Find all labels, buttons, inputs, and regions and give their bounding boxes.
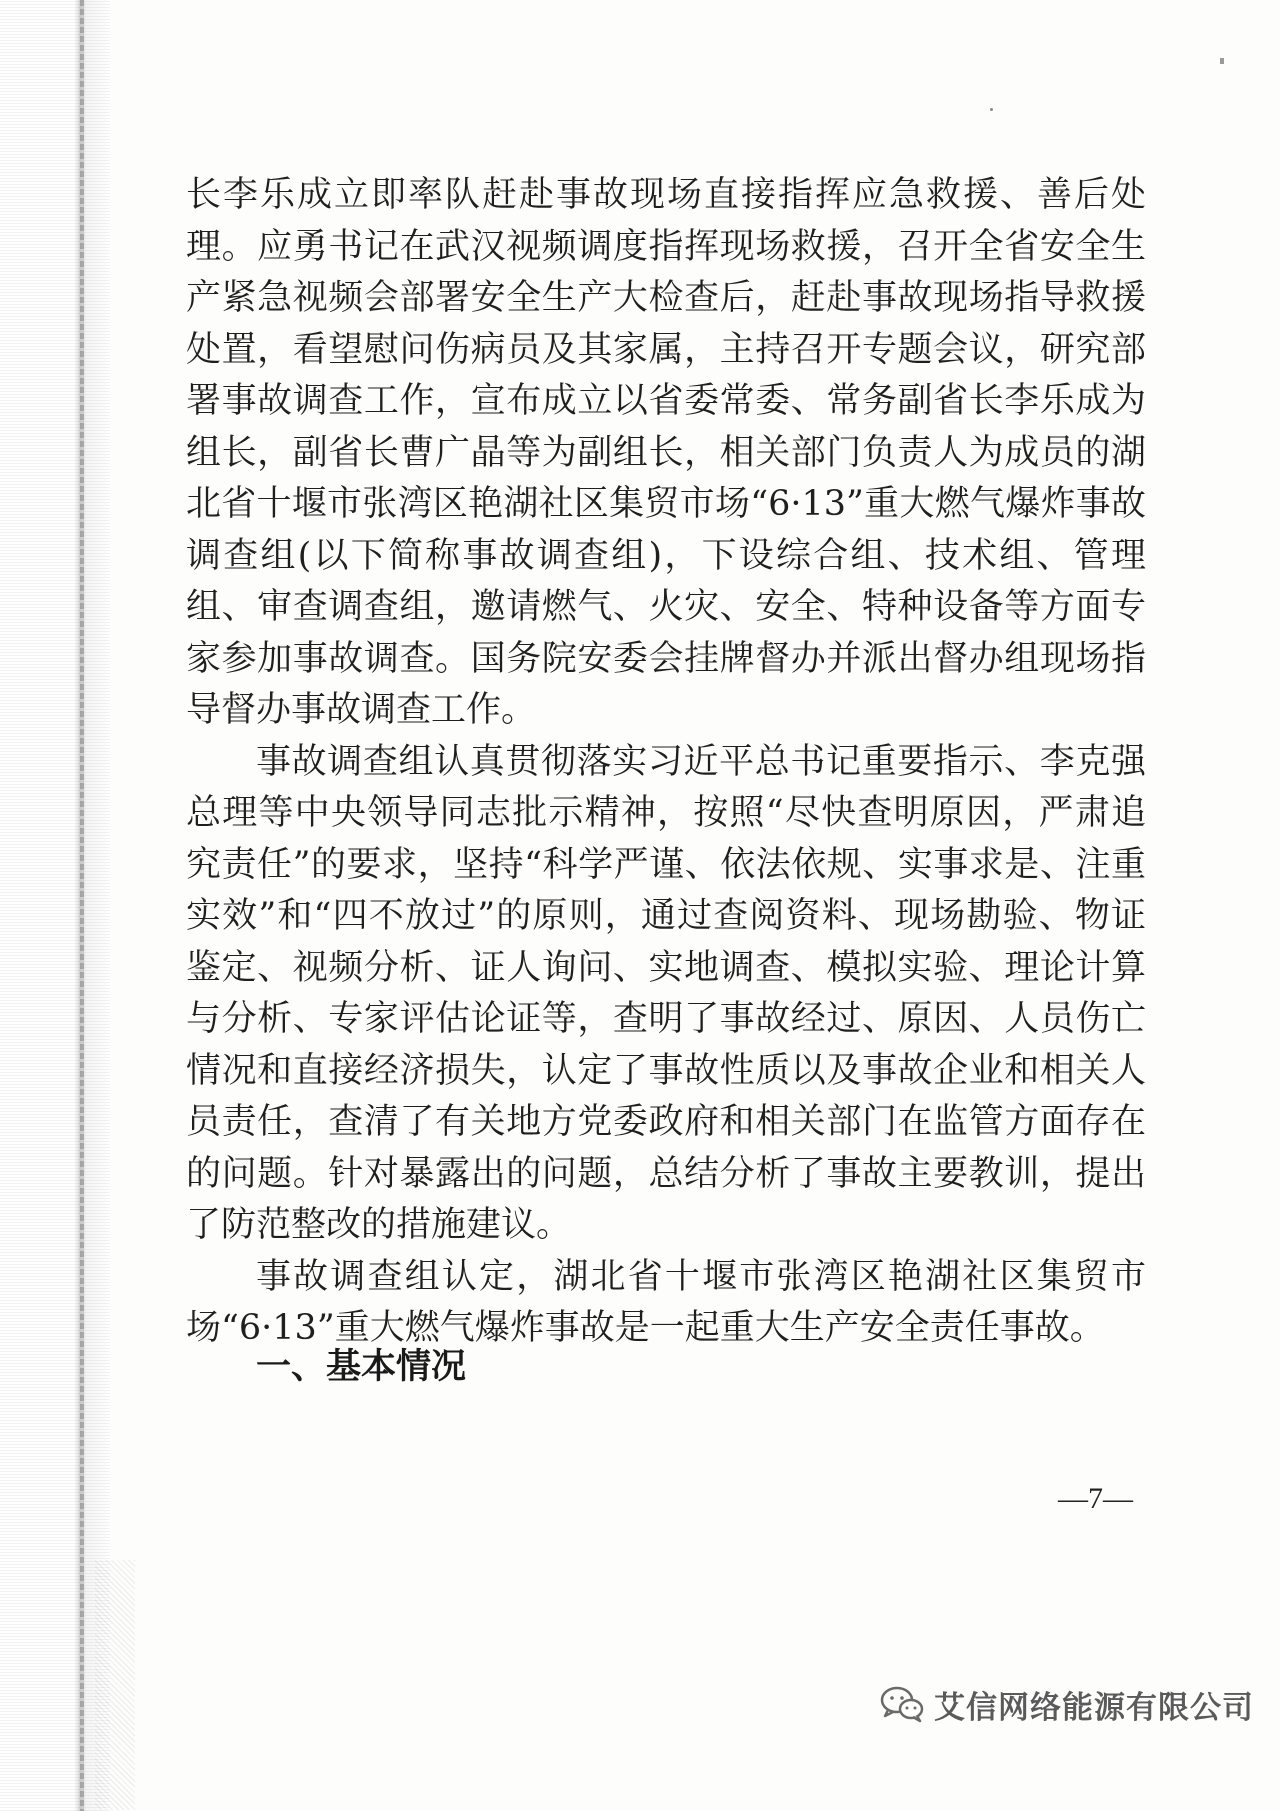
section-heading: 一、基本情况	[256, 1347, 467, 1387]
scan-mark	[1220, 58, 1224, 64]
page-number: —7—	[1058, 1482, 1133, 1515]
watermark-text: 艾信网络能源有限公司	[934, 1689, 1254, 1726]
watermark	[880, 1682, 1254, 1726]
paragraph-2: 事故调查组认真贯彻落实习近平总书记重要指示、李克强总理等中央领导同志批示精神，按照“尽快查明原因，严肃追究责任”的要求，坚持“科学严谨、依法依规、实事求是、注重实效”和“四不放过”的原则，通过查阅资料、现场勘验、物证鉴定、视频分析、证人询问、实地调查、模拟实验、理论计算与分析、专家评估论证等，查明了事故经过、原因、人员伤亡情况和直接经济损失，认定了事故性质以及事故企业和相关人员责任，查清了有关地方党委政府和相关部门在监管方面存在的问题。针对暴露出的问题，总结分析了事故主要教训，提出了防范整改的措施建议。	[186, 741, 1146, 1245]
scan-noise	[95, 1560, 135, 1810]
scan-speck	[990, 108, 993, 111]
paragraph-1: 长李乐成立即率队赶赴事故现场直接指挥应急救援、善后处理。应勇书记在武汉视频调度指挥现场救援，召开全省安全生产紧急视频会部署安全生产大检查后，赶赴事故现场指导救援处置，看望慰问伤病员及其家属，主持召开专题会议，研究部署事故调查工作，宣布成立以省委常委、常务副省长李乐成为组长，副省长曹广晶等为副组长，相关部门负责人为成员的湖北省十堰市张湾区艳湖社区集贸市场“6·13”重大燃气爆炸事故调查组(以下简称事故调查组)，下设综合组、技术组、管理组、审查调查组，邀请燃气、火灾、安全、特种设备等方面专家参加事故调查。国务院安委会挂牌督办并派出督办组现场指导督办事故调查工作。	[186, 175, 1146, 730]
body-text	[186, 170, 1146, 1355]
binding-line	[80, 0, 84, 1811]
scan-binding-edge	[0, 0, 110, 1811]
wechat-icon	[880, 1685, 924, 1723]
paragraph-3: 事故调查组认定，湖北省十堰市张湾区艳湖社区集贸市场“6·13”重大燃气爆炸事故是一起重大生产安全责任事故。	[186, 1256, 1146, 1348]
